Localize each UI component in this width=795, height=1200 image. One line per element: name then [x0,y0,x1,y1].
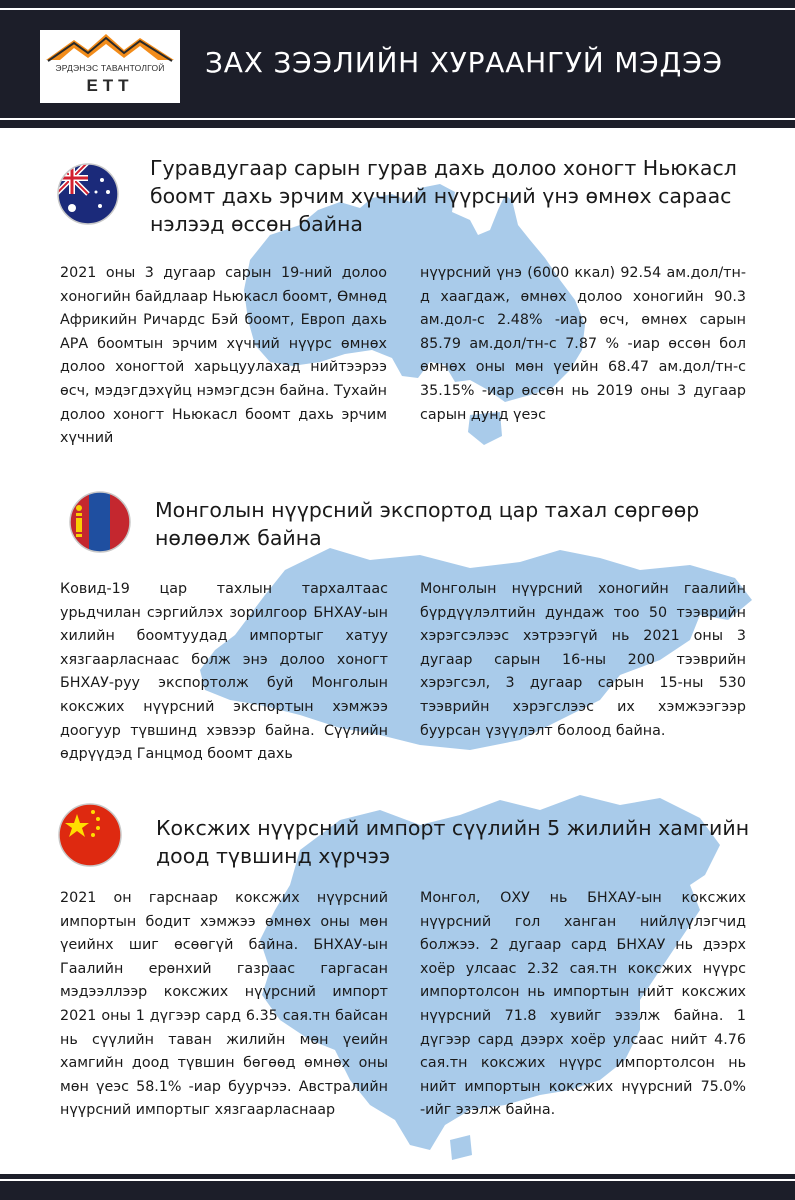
section-text-mongolia-col1: Ковид-19 цар тахлын тархалтаас урьдчилан сэргийлэх зорилгоор БНХАУ-ын хилийн боомтуудад импортыг хатуу хязгаарласнаас болж энэ долоо хоногт БНХАУ-руу экспортолж буй Монголын коксжих нүүрсний экспортын хэмжээ доогуур түвшинд хэвээр байна. Сүүлийн өдрүүдэд Ганцмод боомт дахь [60,581,388,763]
logo-mark: ЕТТ [86,76,134,95]
page-footer [0,1174,795,1200]
header-top-rule [0,8,795,10]
header-bottom-rule [0,118,795,120]
china-flag-icon [57,802,123,868]
page-title: ЗАХ ЗЭЭЛИЙН ХУРААНГУЙ МЭДЭЭ [205,46,723,79]
company-logo [40,30,180,103]
page-header [0,0,795,128]
section-title-china: Коксжих нүүрсний импорт сүүлийн 5 жилийн хамгийн доод түвшинд хүрчээ [156,816,750,868]
footer-rule [0,1179,795,1181]
australia-flag-icon [56,162,120,226]
mongolia-flag-icon [68,490,132,554]
section-text-australia-col1: 2021 оны 3 дугаар сарын 19-ний долоо хоногийн байдлаар Ньюкасл боомт, Өмнөд Африкийн Ричардс Бэй боомт, Европ дахь АРА боомтын эрчим хүчний нүүрс өмнөх долоо хоногтой харьцуулахад нийтээрээ өсч, мэдэгдэхүйц нэмэгдсэн байна. Тухайн долоо хоногт Ньюкасл боомт дахь эрчим хүчний [60,265,388,447]
section-text-australia-col2: нүүрсний үнэ (6000 ккал) 92.54 ам.дол/тн-д хаагдаж, өмнөх долоо хоногийн 90.3 ам.дол-с 2.48% -иар өсч, өмнөх сарын 85.79 ам.дол/тн-с 7.87 % -иар өссөн бол өмнөх оны мөн үеийн 68.47 ам.дол/тн-с 35.15% -иар өссөн нь 2019 оны 3 дугаар сарын дунд үеэс [420,265,746,423]
section-text-mongolia-col2: Монголын нүүрсний хоногийн гаалийн бүрдүүлэлтийн дундаж тоо 50 тээврийн хэрэгсэлээс хэтрээгүй нь 2021 оны 3 дугаар сарын 16-ны 200 тээврийн хэрэгсэл, 3 дугаар сарын 15-ны 530 тээврийн хэрэгслээс их хэмжээгээр буурсан үзүүлэлт болоод байна. [420,581,746,739]
section-text-china-col1: 2021 он гарснаар коксжих нүүрсний импортын бодит хэмжээ өмнөх оны мөн үеийнх шиг өсөөгүй байна. БНХАУ-ын Гаалийн ерөнхий газраас гаргасан мэдээллээр коксжих нүүрсний импорт 2021 оны 1 дүгээр сард 6.35 сая.тн байсан нь сүүлийн таван жилийн мөн үеийн хамгийн доод түвшин бөгөөд өмнөх оны мөн үеэс 58.1% -иар буурчээ. Австралийн нүүрсний импортыг хязгаарласнаар [60,890,388,1119]
mountain-logo-icon [40,30,180,64]
section-text-china-col2: Монгол, ОХУ нь БНХАУ-ын коксжих нүүрсний гол ханган нийлүүлэгчид болжээ. 2 дугаар сард БНХАУ нь дээрх хоёр улсаас 2.32 сая.тн коксжих нүүрс импортолсон нь импортын нийт коксжих нүүрсний 71.8 хувийг эзэлж байна. 1 дүгээр сард дээрх хоёр улсаас нийт 4.76 сая.тн коксжих нүүрс импортолсон нь нийт импортын коксжих нүүрсний 75.0% -ийг эзэлж байна. [420,890,746,1119]
logo-text: ЭРДЭНЭС ТАВАНТОЛГОЙ [55,63,165,73]
section-title-mongolia: Монголын нүүрсний экспортод цар тахал сөргөөр нөлөөлж байна [155,498,700,550]
section-title-australia: Гуравдугаар сарын гурав дахь долоо хоногт Ньюкасл боомт дахь эрчим хүчний нүүрсний үнэ өмнөх сараас нэлээд өссөн байна [150,156,737,236]
